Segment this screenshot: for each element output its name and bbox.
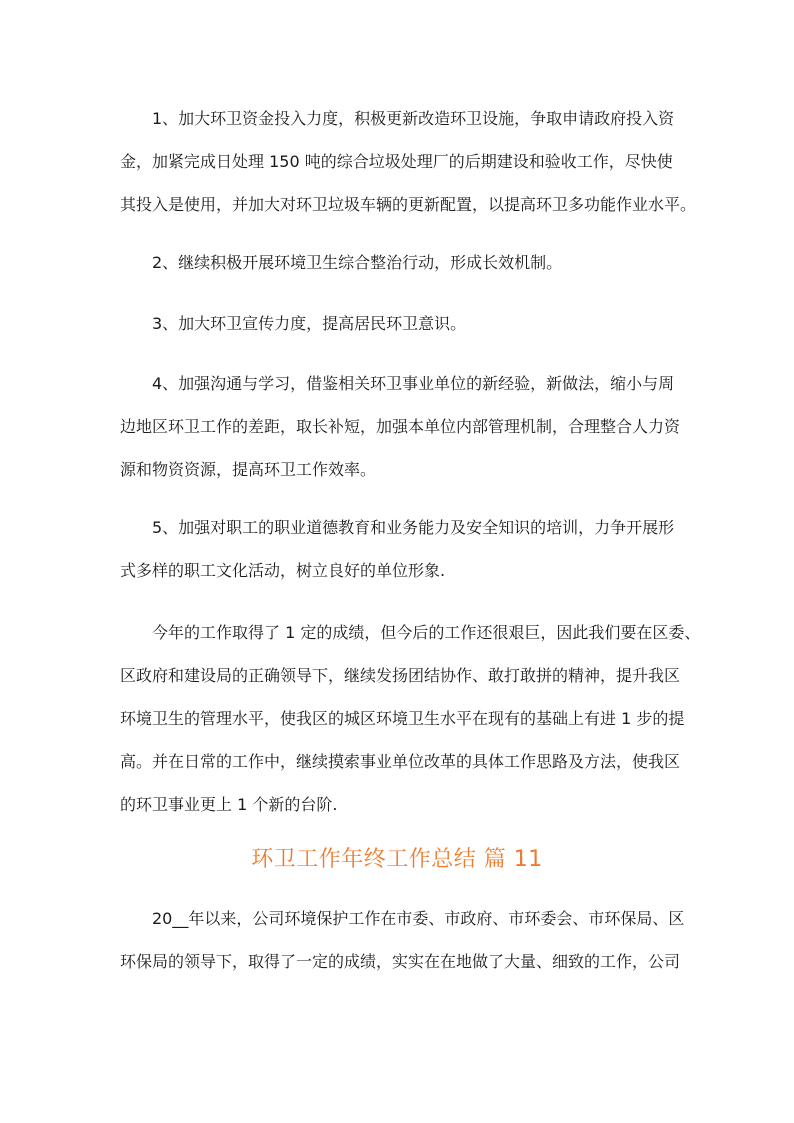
text-line: 边地区环卫工作的差距，取长补短，加强本单位内部管理机制，合理整合人力资	[120, 417, 681, 436]
paragraph-4	[120, 362, 690, 491]
paragraph-3	[120, 302, 690, 345]
section-heading: 环卫工作年终工作总结 篇 11	[251, 847, 543, 872]
paragraph-5	[120, 506, 690, 592]
text-line: 1、加大环卫资金投入力度，积极更新改造环卫设施，争取申请政府投入资	[152, 109, 675, 128]
paragraph-1	[120, 97, 697, 226]
text-line: 环境卫生的管理水平，使我区的城区环境卫生水平在现有的基础上有进 1 步的提	[120, 709, 685, 728]
paragraph-6	[120, 611, 701, 826]
text-line: 5、加强对职工的职业道德教育和业务能力及安全知识的培训，力争开展形	[152, 518, 675, 537]
text-line: 环保局的领导下，取得了一定的成绩，实实在在地做了大量、细致的工作，公司	[120, 952, 681, 971]
text-line: 4、加强沟通与学习，借鉴相关环卫事业单位的新经验，新做法，缩小与周	[152, 374, 675, 393]
paragraph-7	[120, 897, 690, 983]
text-line: 3、加大环卫宣传力度，提高居民环卫意识。	[152, 314, 467, 333]
text-line: 2、继续积极开展环境卫生综合整治行动，形成长效机制。	[152, 253, 563, 272]
text-line: 其投入是使用，并加大对环卫垃圾车辆的更新配置，以提高环卫多功能作业水平。	[120, 195, 697, 214]
paragraph-2	[120, 241, 690, 284]
text-line: 区政府和建设局的正确领导下，继续发扬团结协作、敢打敢拼的精神，提升我区	[120, 666, 681, 685]
text-line: 今年的工作取得了 1 定的成绩，但今后的工作还很艰巨，因此我们要在区委、	[152, 623, 701, 642]
text-line: 金，加紧完成日处理 150 吨的综合垃圾处理厂的后期建设和验收工作，尽快使	[120, 152, 673, 171]
text-line: 源和物资资源，提高环卫工作效率。	[120, 460, 377, 479]
text-line: 高。并在日常的工作中，继续摸索事业单位改革的具体工作思路及方法，使我区	[120, 752, 681, 771]
text-line: 式多样的职工文化活动，树立良好的单位形象.	[120, 561, 446, 580]
text-line: 20__年以来，公司环境保护工作在市委、市政府、市环委会、市环保局、区	[152, 909, 685, 928]
text-line: 的环卫事业更上 1 个新的台阶.	[120, 795, 338, 814]
